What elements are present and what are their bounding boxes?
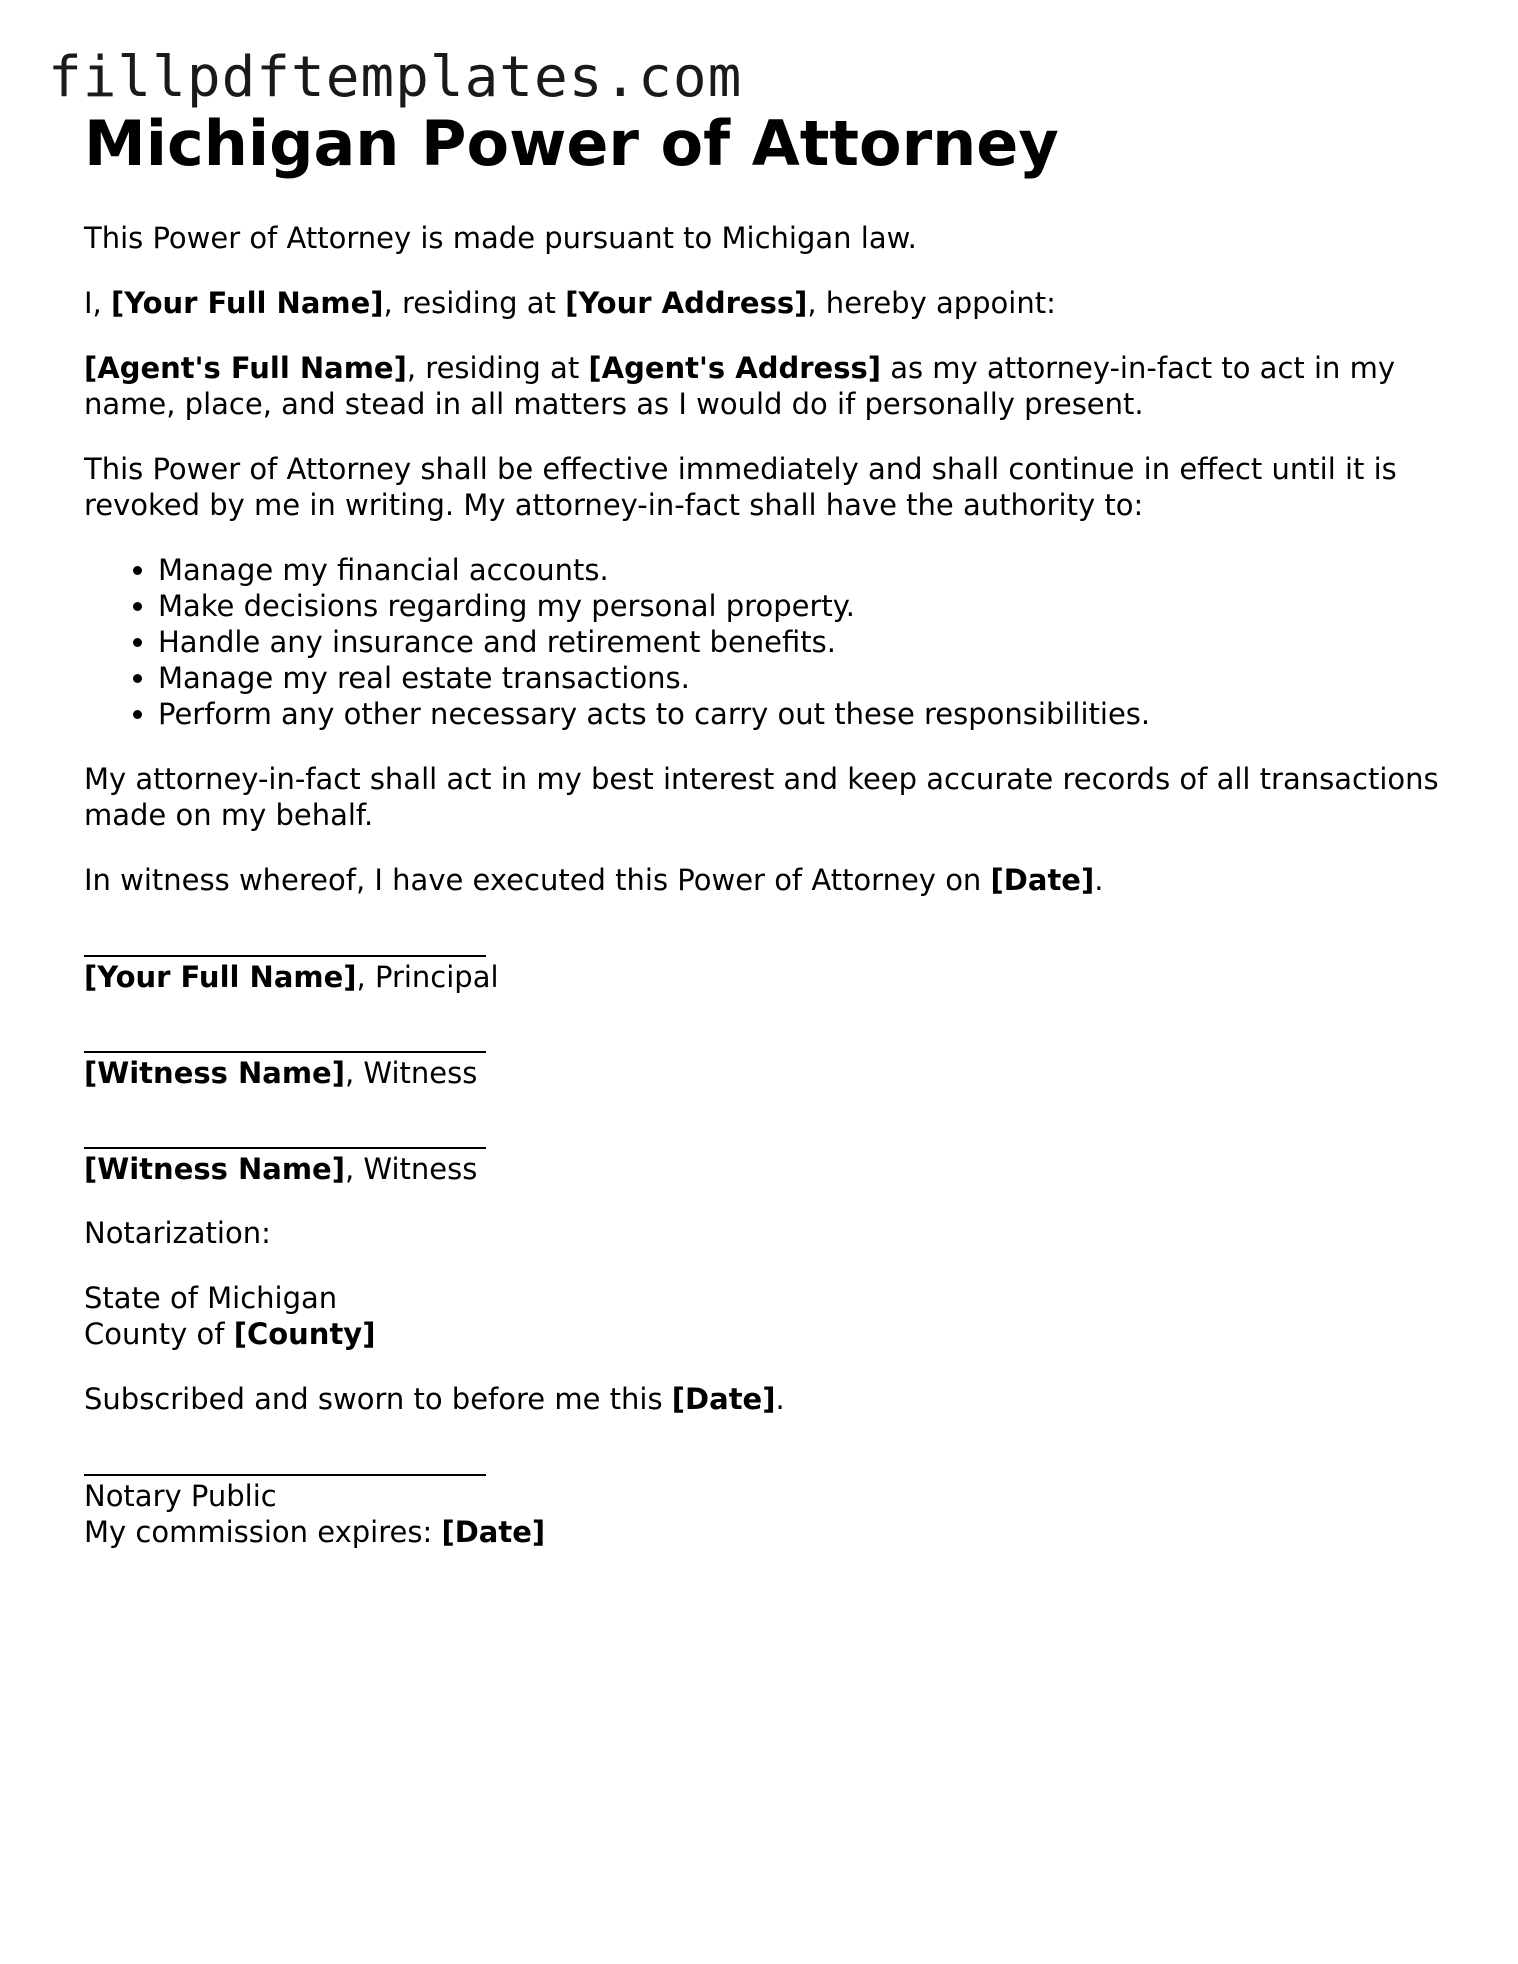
witness-signature-1: [84, 1023, 1444, 1091]
intro-paragraph: This Power of Attorney is made pursuant to Michigan law.: [84, 221, 917, 255]
list-item: • Make decisions regarding my personal property.: [158, 588, 1444, 624]
witness-clause: In witness whereof, I have executed this Power of Attorney on [Date].: [84, 863, 1104, 897]
list-item: • Handle any insurance and retirement benefits.: [158, 624, 1444, 660]
notary-signature: [84, 1446, 1444, 1550]
principal-signature: [84, 927, 1444, 995]
signature-line: [84, 927, 486, 957]
witness-signature-2: [84, 1119, 1444, 1187]
best-interest-paragraph: My attorney-in-fact shall act in my best interest and keep accurate records of all transactions made on my behalf.: [84, 762, 1439, 832]
commission-expiry: My commission expires: [Date]: [84, 1515, 546, 1549]
signer-name: [Witness Name]: [84, 1152, 345, 1186]
list-item: • Manage my real estate transactions.: [158, 660, 1444, 696]
document: [84, 104, 1444, 1550]
sworn-date-placeholder: [Date]: [671, 1382, 776, 1416]
authority-list: [84, 552, 1444, 732]
signature-line: [84, 1023, 486, 1053]
agent-paragraph: [Agent's Full Name], residing at [Agent's Address] as my attorney-in-fact to act in my name, place, and stead in all matters as I would do if personally present.: [84, 351, 1396, 421]
document-title: Michigan Power of Attorney: [84, 107, 1059, 180]
principal-address-placeholder: [Your Address]: [565, 286, 808, 320]
notary-label: Notary Public: [84, 1479, 277, 1513]
document-body: [84, 220, 1444, 1550]
notarization-heading: Notarization:: [84, 1216, 271, 1250]
watermark: fillpdftemplates.com: [48, 45, 743, 110]
signature-line: [84, 1446, 486, 1476]
commission-date-placeholder: [Date]: [441, 1515, 546, 1549]
appointment-paragraph: I, [Your Full Name], residing at [Your Address], hereby appoint:: [84, 286, 1056, 320]
list-item: • Manage my financial accounts.: [158, 552, 1444, 588]
signer-role: , Principal: [356, 960, 499, 994]
venue-state: State of Michigan: [84, 1281, 338, 1315]
signature-section: [84, 927, 1444, 1187]
signer-name: [Your Full Name]: [84, 960, 357, 994]
signer-role: , Witness: [344, 1152, 478, 1186]
signer-role: , Witness: [344, 1056, 478, 1090]
venue-block: State of Michigan County of [County]: [84, 1281, 376, 1351]
county-placeholder: [County]: [233, 1317, 376, 1351]
signature-line: [84, 1119, 486, 1149]
sworn-statement: Subscribed and sworn to before me this [Date].: [84, 1382, 785, 1416]
agent-address-placeholder: [Agent's Address]: [588, 351, 881, 385]
principal-name-placeholder: [Your Full Name]: [111, 286, 384, 320]
execution-date-placeholder: [Date]: [990, 863, 1095, 897]
effective-paragraph: This Power of Attorney shall be effective immediately and shall continue in effect until it is revoked by me in writing. My attorney-in-fact shall have the authority to:: [84, 452, 1397, 522]
list-item: • Perform any other necessary acts to carry out these responsibilities.: [158, 696, 1444, 732]
agent-name-placeholder: [Agent's Full Name]: [84, 351, 407, 385]
signer-name: [Witness Name]: [84, 1056, 345, 1090]
